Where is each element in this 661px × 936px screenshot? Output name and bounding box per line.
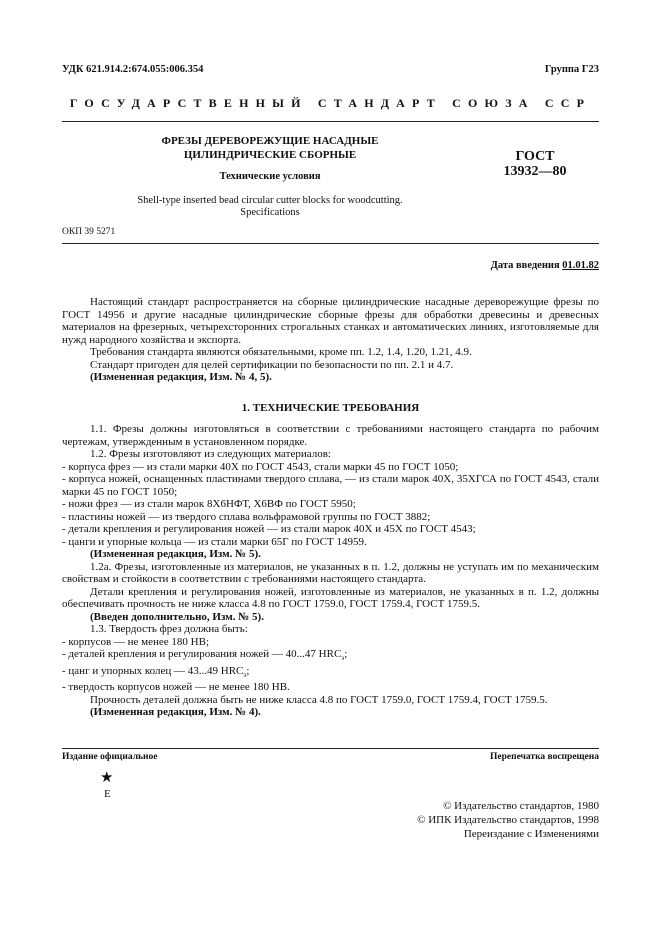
material-item-6: - цанги и упорные кольца — из стали марки 65Г по ГОСТ 14959.: [62, 535, 367, 548]
intro-date-label: Дата введения: [490, 260, 560, 271]
gost-number: 13932—80: [503, 164, 567, 179]
hardness-item-3: [62, 665, 599, 682]
english-title-line-2: Specifications: [240, 207, 300, 218]
material-item-5: - детали крепления и регулирования ножей — из стали марок 40Х и 45Х по ГОСТ 4543;: [62, 523, 476, 535]
intro-date-value: 01.01.82: [562, 260, 599, 271]
change-note-2: (Введен дополнительно, Изм. № 5).: [90, 610, 264, 623]
title-line-2: ЦИЛИНДРИЧЕСКИЕ СБОРНЫЕ: [183, 149, 357, 161]
hrc-subscript: э: [243, 670, 247, 679]
clause-1-1: 1.1. Фрезы должны изготовляться в соответствии с требованиями настоящего стандарта по рабочим чертежам, утвержденным в установленном порядке.: [62, 423, 599, 448]
okp-code: ОКП 39 5271: [62, 227, 116, 237]
section-heading: 1. ТЕХНИЧЕСКИЕ ТРЕБОВАНИЯ: [241, 402, 420, 414]
hardness-item-3-text: - цанг и упорных колец — 43...49 HRC: [62, 664, 244, 677]
hardness-item-2-text: - деталей крепления и регулирования ножей — 40...47 HRC: [62, 648, 342, 660]
material-item-4: - пластины ножей — из твердого сплава вольфрамовой группы по ГОСТ 3882;: [62, 510, 431, 523]
hardness-item-4: - твердость корпусов ножей — не менее 180 НВ.: [62, 681, 290, 694]
okp-rule: [62, 243, 599, 244]
udk-code: УДК 621.914.2:674.055:006.354: [62, 64, 204, 75]
section-1-block: [62, 423, 599, 719]
reissue-note: Переиздание с Изменениями: [463, 828, 599, 840]
copyright-1998: © ИПК Издательство стандартов, 1998: [417, 814, 599, 826]
material-item-1: - корпуса фрез — из стали марки 40Х по ГОСТ 4543, стали марки 45 по ГОСТ 1050;: [62, 460, 459, 473]
gost-label: ГОСТ: [515, 149, 555, 164]
header-rule: [62, 121, 599, 122]
subtitle: Технические условия: [219, 171, 321, 182]
hardness-item-1: - корпусов — не менее 180 НВ;: [62, 635, 210, 648]
clause-1-2: 1.2. Фрезы изготовляют из следующих материалов:: [90, 448, 331, 460]
change-note-1: (Измененная редакция, Изм. № 5).: [90, 548, 261, 560]
intro-paragraph-2: Требования стандарта являются обязательными, кроме пп. 1.2, 1.4, 1.20, 1.21, 4.9.: [90, 346, 472, 358]
material-item-2: - корпуса ножей, оснащенных пластинами твердого сплава, — из стали марок 40Х, 35ХГСА по ГОСТ 4543, стали марки 45 по ГОСТ 1050;: [62, 473, 599, 498]
star-icon: ★: [100, 770, 114, 786]
intro-block: [62, 296, 599, 384]
hardness-item-2-end: ;: [344, 648, 348, 660]
intro-paragraph-1: Настоящий стандарт распространяется на сборные цилиндрические насадные дереворежущие фрезы по ГОСТ 14956 и другие насадные цилиндрические сборные фрезы для обработки древесины и древесных материалов на фрезерных, четырехсторонних строгальных станках и автоматических линиях, изготовляемые для нужд народного хозяйства и экспорта.: [62, 296, 599, 346]
hrc-subscript: э: [341, 654, 345, 663]
hardness-item-3-end: ;: [246, 664, 250, 677]
footer-rule: [62, 748, 599, 749]
strength-paragraph: Прочность деталей должна быть не ниже класса 4.8 по ГОСТ 1759.0, ГОСТ 1759.4, ГОСТ 1759.5.: [90, 693, 548, 706]
english-title-line-1: Shell-type inserted bead circular cutter blocks for woodcutting.: [137, 195, 403, 206]
official-edition-label: Издание официальное: [62, 752, 158, 762]
hardness-item-2: [62, 648, 599, 665]
intro-date: [491, 260, 599, 271]
intro-change-note: (Измененная редакция, Изм. № 4, 5).: [90, 371, 272, 383]
change-note-3: (Измененная редакция, Изм. № 4).: [90, 706, 261, 719]
standard-banner: ГОСУДАРСТВЕННЫЙ СТАНДАРТ СОЮЗА ССР: [69, 96, 592, 110]
clause-1-2a-fasteners: Детали крепления и регулирования ножей, изготовленные из материалов, не указанных в п. 1.2, должны обеспечивать прочность не ниже класса 4.8 по ГОСТ 1759.0, ГОСТ 1759.4, ГОСТ 1759.5.: [62, 585, 599, 610]
material-item-3: - ножи фрез — из стали марок 8Х6НФТ, Х6ВФ по ГОСТ 5950;: [62, 498, 356, 510]
intro-paragraph-3: Стандарт пригоден для целей сертификации по безопасности по пп. 2.1 и 4.7.: [90, 358, 454, 371]
title-line-1: ФРЕЗЫ ДЕРЕВОРЕЖУЩИЕ НАСАДНЫЕ: [161, 135, 379, 147]
reprint-prohibited-label: Перепечатка воспрещена: [489, 752, 599, 762]
clause-1-3: 1.3. Твердость фрез должна быть:: [90, 623, 248, 635]
edition-letter: Е: [104, 788, 111, 800]
group-code: Группа Г23: [544, 64, 599, 75]
copyright-1980: © Издательство стандартов, 1980: [443, 800, 599, 812]
clause-1-2a: 1.2а. Фрезы, изготовленные из материалов, не указанных в п. 1.2, должны не уступать им по механическим свойствам и стойкости в соответствии с требованиями настоящего стандарта.: [62, 560, 599, 585]
